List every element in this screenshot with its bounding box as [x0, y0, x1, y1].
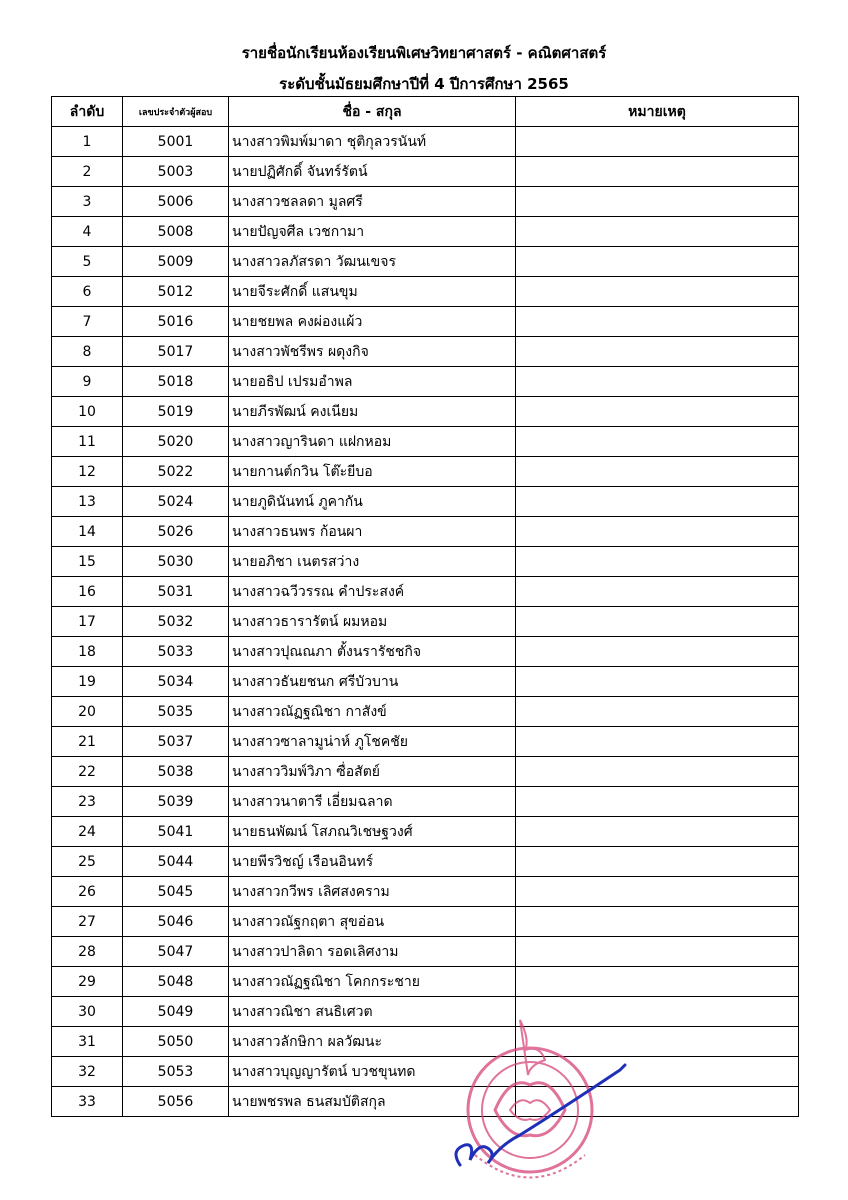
cell-name: นางสาวณัฐกฤตา สุขอ่อน [229, 907, 516, 937]
cell-exam-id: 5048 [123, 967, 229, 997]
header-remark: หมายเหตุ [516, 97, 799, 127]
cell-name: นางสาวปาลิดา รอดเลิศงาม [229, 937, 516, 967]
cell-exam-id: 5056 [123, 1087, 229, 1117]
cell-no: 4 [52, 217, 123, 247]
cell-name: นางสาวญารินดา แฝกหอม [229, 427, 516, 457]
table-row [52, 1087, 799, 1117]
cell-no: 21 [52, 727, 123, 757]
cell-exam-id: 5050 [123, 1027, 229, 1057]
cell-no: 17 [52, 607, 123, 637]
cell-remark [516, 277, 799, 307]
cell-name: นางสาวซาลามูน่าห์ ภูโชคชัย [229, 727, 516, 757]
cell-no: 24 [52, 817, 123, 847]
cell-exam-id: 5008 [123, 217, 229, 247]
cell-remark [516, 247, 799, 277]
cell-exam-id: 5039 [123, 787, 229, 817]
table-row [52, 157, 799, 187]
cell-remark [516, 847, 799, 877]
cell-name: นายจีระศักดิ์ แสนขุม [229, 277, 516, 307]
cell-no: 10 [52, 397, 123, 427]
cell-no: 25 [52, 847, 123, 877]
table-row [52, 1057, 799, 1087]
cell-exam-id: 5016 [123, 307, 229, 337]
table-row [52, 847, 799, 877]
cell-exam-id: 5034 [123, 667, 229, 697]
cell-name: นายภีรพัฒน์ คงเนียม [229, 397, 516, 427]
cell-name: นางสาวชลลดา มูลศรี [229, 187, 516, 217]
table-row [52, 337, 799, 367]
cell-no: 9 [52, 367, 123, 397]
cell-name: นางสาวณัฏฐณิชา กาสังข์ [229, 697, 516, 727]
cell-exam-id: 5032 [123, 607, 229, 637]
cell-name: นายภูดินันทน์ ภูคากัน [229, 487, 516, 517]
cell-remark [516, 697, 799, 727]
table-row [52, 1027, 799, 1057]
cell-remark [516, 517, 799, 547]
cell-no: 30 [52, 997, 123, 1027]
cell-exam-id: 5044 [123, 847, 229, 877]
cell-no: 11 [52, 427, 123, 457]
cell-exam-id: 5037 [123, 727, 229, 757]
cell-no: 3 [52, 187, 123, 217]
cell-no: 28 [52, 937, 123, 967]
table-header-row [52, 97, 799, 127]
cell-remark [516, 907, 799, 937]
cell-exam-id: 5053 [123, 1057, 229, 1087]
table-row [52, 817, 799, 847]
table-row [52, 967, 799, 997]
cell-no: 23 [52, 787, 123, 817]
cell-no: 29 [52, 967, 123, 997]
table-row [52, 277, 799, 307]
table-row [52, 727, 799, 757]
cell-no: 32 [52, 1057, 123, 1087]
cell-remark [516, 607, 799, 637]
table-row [52, 577, 799, 607]
table-row [52, 997, 799, 1027]
cell-exam-id: 5031 [123, 577, 229, 607]
cell-name: นายธนพัฒน์ โสภณวิเชษฐวงศ์ [229, 817, 516, 847]
cell-remark [516, 397, 799, 427]
cell-name: นายปฏิศักดิ์ จันทร์รัตน์ [229, 157, 516, 187]
cell-remark [516, 667, 799, 697]
table-row [52, 547, 799, 577]
cell-remark [516, 157, 799, 187]
cell-exam-id: 5017 [123, 337, 229, 367]
cell-remark [516, 427, 799, 457]
cell-name: นางสาวนาตารี เอี่ยมฉลาด [229, 787, 516, 817]
cell-no: 16 [52, 577, 123, 607]
cell-exam-id: 5024 [123, 487, 229, 517]
cell-remark [516, 337, 799, 367]
cell-name: นายอภิชา เนตรสว่าง [229, 547, 516, 577]
cell-exam-id: 5006 [123, 187, 229, 217]
cell-name: นางสาวบุญญารัตน์ บวชขุนทด [229, 1057, 516, 1087]
cell-remark [516, 937, 799, 967]
header-no: ลำดับ [52, 97, 123, 127]
cell-name: นางสาวณัฏฐณิชา โคกกระชาย [229, 967, 516, 997]
cell-name: นางสาวพัชรีพร ผดุงกิจ [229, 337, 516, 367]
cell-remark [516, 187, 799, 217]
cell-exam-id: 5046 [123, 907, 229, 937]
cell-remark [516, 217, 799, 247]
cell-remark [516, 637, 799, 667]
cell-exam-id: 5035 [123, 697, 229, 727]
table-row [52, 787, 799, 817]
cell-name: นายปัญจศีล เวชกามา [229, 217, 516, 247]
cell-exam-id: 5019 [123, 397, 229, 427]
cell-exam-id: 5009 [123, 247, 229, 277]
cell-remark [516, 127, 799, 157]
table-row [52, 127, 799, 157]
table-row [52, 247, 799, 277]
document-title: รายชื่อนักเรียนห้องเรียนพิเศษวิทยาศาสตร์ - คณิตศาสตร์ [241, 44, 607, 62]
cell-name: นางสาวกวีพร เลิศสงคราม [229, 877, 516, 907]
cell-remark [516, 787, 799, 817]
table-row [52, 907, 799, 937]
cell-remark [516, 877, 799, 907]
cell-exam-id: 5012 [123, 277, 229, 307]
school-seal-icon [440, 1015, 640, 1195]
table-row [52, 667, 799, 697]
cell-name: นายอธิป เปรมอำพล [229, 367, 516, 397]
cell-remark [516, 757, 799, 787]
cell-no: 13 [52, 487, 123, 517]
cell-name: นายพชรพล ธนสมบัติสกุล [229, 1087, 516, 1117]
cell-no: 14 [52, 517, 123, 547]
table-row [52, 427, 799, 457]
cell-name: นางสาวณิชา สนธิเศวต [229, 997, 516, 1027]
cell-exam-id: 5041 [123, 817, 229, 847]
cell-no: 2 [52, 157, 123, 187]
header-name: ชื่อ - สกุล [229, 97, 516, 127]
table-row [52, 637, 799, 667]
cell-remark [516, 367, 799, 397]
cell-exam-id: 5047 [123, 937, 229, 967]
cell-no: 1 [52, 127, 123, 157]
table-row [52, 517, 799, 547]
cell-remark [516, 487, 799, 517]
table-row [52, 397, 799, 427]
document-subtitle: ระดับชั้นมัธยมศึกษาปีที่ 4 ปีการศึกษา 2565 [279, 75, 569, 93]
cell-no: 12 [52, 457, 123, 487]
cell-name: นายพีรวิชญ์ เรือนอินทร์ [229, 847, 516, 877]
student-list-table [51, 96, 799, 1117]
cell-no: 7 [52, 307, 123, 337]
cell-name: นางสาวลภัสรดา วัฒนเขจร [229, 247, 516, 277]
cell-remark [516, 727, 799, 757]
table-row [52, 307, 799, 337]
cell-no: 27 [52, 907, 123, 937]
table-row [52, 877, 799, 907]
cell-remark [516, 967, 799, 997]
table-row [52, 937, 799, 967]
table-row [52, 757, 799, 787]
cell-exam-id: 5038 [123, 757, 229, 787]
cell-name: นางสาวธนพร ก้อนผา [229, 517, 516, 547]
table-row [52, 217, 799, 247]
cell-remark [516, 307, 799, 337]
cell-name: นายชยพล คงผ่องแผ้ว [229, 307, 516, 337]
cell-name: นางสาวลักษิกา ผลวัฒนะ [229, 1027, 516, 1057]
cell-remark [516, 547, 799, 577]
table-row [52, 367, 799, 397]
cell-name: นางสาวพิมพ์มาดา ชุติกุลวรนันท์ [229, 127, 516, 157]
cell-no: 31 [52, 1027, 123, 1057]
cell-exam-id: 5049 [123, 997, 229, 1027]
cell-no: 8 [52, 337, 123, 367]
table-row [52, 697, 799, 727]
cell-no: 22 [52, 757, 123, 787]
table-row [52, 457, 799, 487]
cell-name: นางสาวธันยชนก ศรีบัวบาน [229, 667, 516, 697]
cell-exam-id: 5045 [123, 877, 229, 907]
cell-exam-id: 5022 [123, 457, 229, 487]
cell-no: 33 [52, 1087, 123, 1117]
table-row [52, 487, 799, 517]
cell-exam-id: 5026 [123, 517, 229, 547]
cell-no: 26 [52, 877, 123, 907]
cell-exam-id: 5003 [123, 157, 229, 187]
cell-name: นางสาววิมพ์วิภา ซื่อสัตย์ [229, 757, 516, 787]
cell-name: นางสาวปุณณภา ตั้งนรารัชชกิจ [229, 637, 516, 667]
cell-exam-id: 5018 [123, 367, 229, 397]
cell-no: 19 [52, 667, 123, 697]
cell-no: 20 [52, 697, 123, 727]
cell-name: นายกานต์กวิน โต๊ะยีบอ [229, 457, 516, 487]
cell-exam-id: 5020 [123, 427, 229, 457]
cell-no: 15 [52, 547, 123, 577]
cell-exam-id: 5001 [123, 127, 229, 157]
cell-name: นางสาวฉวีวรรณ คำประสงค์ [229, 577, 516, 607]
cell-remark [516, 817, 799, 847]
cell-remark [516, 457, 799, 487]
cell-exam-id: 5033 [123, 637, 229, 667]
table-row [52, 607, 799, 637]
cell-no: 18 [52, 637, 123, 667]
cell-exam-id: 5030 [123, 547, 229, 577]
cell-remark [516, 577, 799, 607]
cell-no: 5 [52, 247, 123, 277]
header-exam-id: เลขประจำตัวผู้สอบ [123, 97, 229, 127]
cell-name: นางสาวธารารัตน์ ผมหอม [229, 607, 516, 637]
table-row [52, 187, 799, 217]
cell-no: 6 [52, 277, 123, 307]
